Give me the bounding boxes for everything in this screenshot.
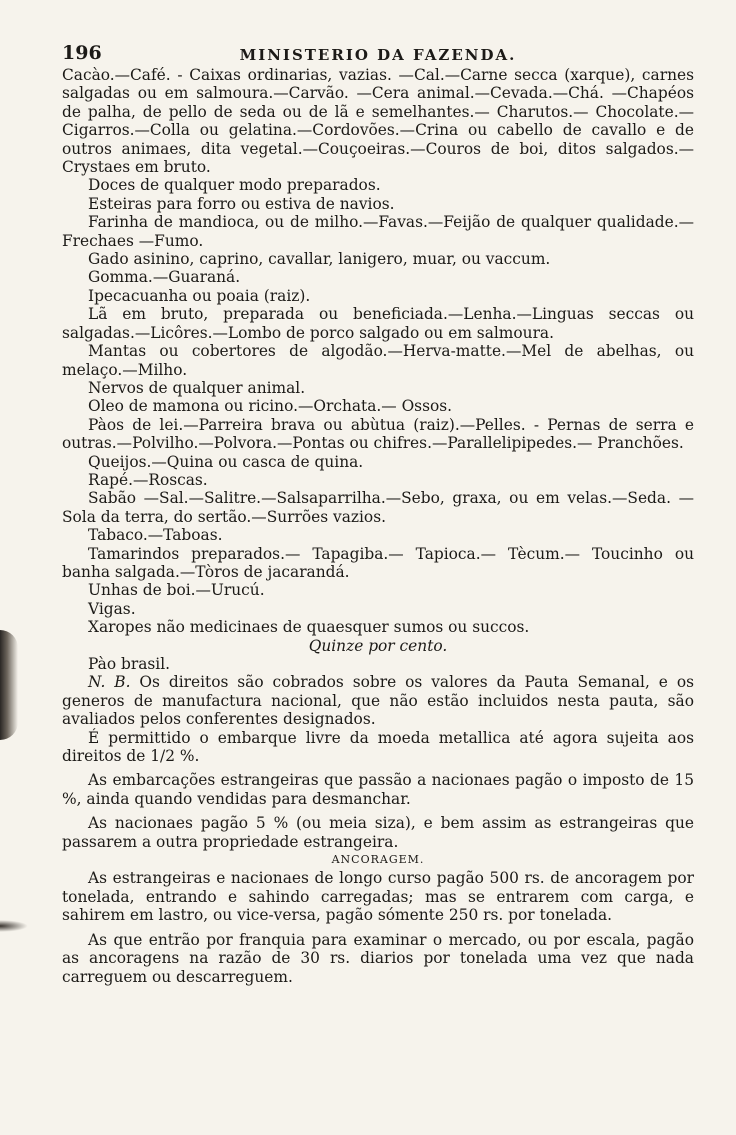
section-heading-ancoragem: ANCORAGEM. [331,853,425,867]
paragraph-rape: Rapé.—Roscas. [88,470,208,489]
note-nb [62,673,694,728]
paragraph-oleo: Oleo de mamona ou ricino.—Orchata.— Ossos. [88,397,453,416]
paragraph-sabao: Sabão —Sal.—Salitre.—Salsaparrilha.—Sebo, graxa, ou em velas.—Seda. —Sola da terra, do sertão.—Surrões vazios. [62,489,694,526]
page-header [62,40,694,66]
page-body [62,66,694,986]
paragraph-pao-brasil: Pào brasil. [88,655,171,673]
paragraph-nacionaes: As nacionaes pagão 5 % (ou meia siza), e bem assim as estrangeiras que passarem a outra propriedade estrangeira. [62,814,694,851]
paragraph-vigas: Vigas. [88,599,136,618]
paragraph-tamarindos: Tamarindos preparados.— Tapagiba.— Tapioca.— Tècum.— Toucinho ou banha salgada.—Tòros de jacarandá. [62,544,694,581]
page-number: 196 [62,42,102,64]
page-edge-mark [0,920,28,932]
paragraph-paos: Pàos de lei.—Parreira brava ou abùtua (raiz).—Pelles. - Pernas de serra e outras.—Polvilho.—Polvora.—Pontas ou chifres.—Parallelipipedes.— Pranchões. [62,415,694,453]
paragraph-embarcacoes: As embarcações estrangeiras que passão a nacionaes pagão o imposto de 15 %, ainda quando vendidas para desmanchar. [62,771,694,808]
note-nb-label: N. B. [88,673,131,692]
paragraph-esteiras: Esteiras para forro ou estiva de navios. [88,194,395,213]
running-head: MINISTERIO DA FAZENDA. [239,46,517,64]
paragraph-queijos: Queijos.—Quina ou casca de quina. [88,452,364,471]
note-nb-text: Os direitos são cobrados sobre os valores da Pauta Semanal, e os generos de manufactura nacional, que não estão incluidos nesta pauta, são avaliados pelos conferentes designados. [62,673,694,729]
paragraph-permittido: É permittido o embarque livre da moeda metallica até agora sujeita aos direitos de 1/2 %. [62,728,694,766]
paragraph-xaropes: Xaropes não medicinaes de quaesquer sumos ou succos. [88,618,530,637]
paragraph-cacao: Cacào.—Café. - Caixas ordinarias, vazias. —Cal.—Carne secca (xarque), carnes salgadas ou em salmoura.—Carvão. —Cera animal.—Cevada.—Chá. —Chapéos de palha, de pello de seda ou de lã e semelhantes.— Charutos.— Chocolate.—Cigarros.—Colla ou gelatina.—Cordovões.—Crina ou cabello de cavallo e de outros animaes, dita vegetal.—Couçoeiras.—Couros de boi, ditos salgados.—Crystaes em bruto. [62,66,694,177]
document-page [62,40,694,986]
paragraph-gomma: Gomma.—Guaraná. [88,268,241,287]
paragraph-gado: Gado asinino, caprino, cavallar, lanigero, muar, ou vaccum. [88,250,551,269]
paragraph-nervos: Nervos de qualquer animal. [88,378,306,397]
paragraph-farinha: Farinha de mandioca, ou de milho.—Favas.—Feijão de qualquer qualidade.—Frechaes —Fumo. [62,213,694,250]
paragraph-la: Lã em bruto, preparada ou beneficiada.—Lenha.—Linguas seccas ou salgadas.—Licôres.—Lombo de porco salgado ou em salmoura. [62,305,694,342]
paragraph-unhas: Unhas de boi.—Urucú. [88,581,265,600]
paragraph-ipecacuanha: Ipecacuanha ou poaia (raiz). [88,286,311,305]
section-heading-quinze: Quinze por cento. [308,636,448,655]
paragraph-ancoragem-1: As estrangeiras e nacionaes de longo curso pagão 500 rs. de ancoragem por tonelada, entrando e sahindo carregadas; mas se entrarem com carga, e sahirem em lastro, ou vice-versa, pagão sómente 250 rs. por tonelada. [62,869,694,925]
paragraph-tabaco: Tabaco.—Taboas. [88,526,223,545]
paragraph-mantas: Mantas ou cobertores de algodão.—Herva-matte.—Mel de abelhas, ou melaço.—Milho. [62,342,694,379]
paragraph-doces: Doces de qualquer modo preparados. [88,176,381,195]
paragraph-ancoragem-2: As que entrão por franquia para examinar o mercado, ou por escala, pagão as ancoragens na razão de 30 rs. diarios por tonelada uma vez que nada carreguem ou descarreguem. [62,930,694,986]
page-edge-stain [0,630,18,740]
